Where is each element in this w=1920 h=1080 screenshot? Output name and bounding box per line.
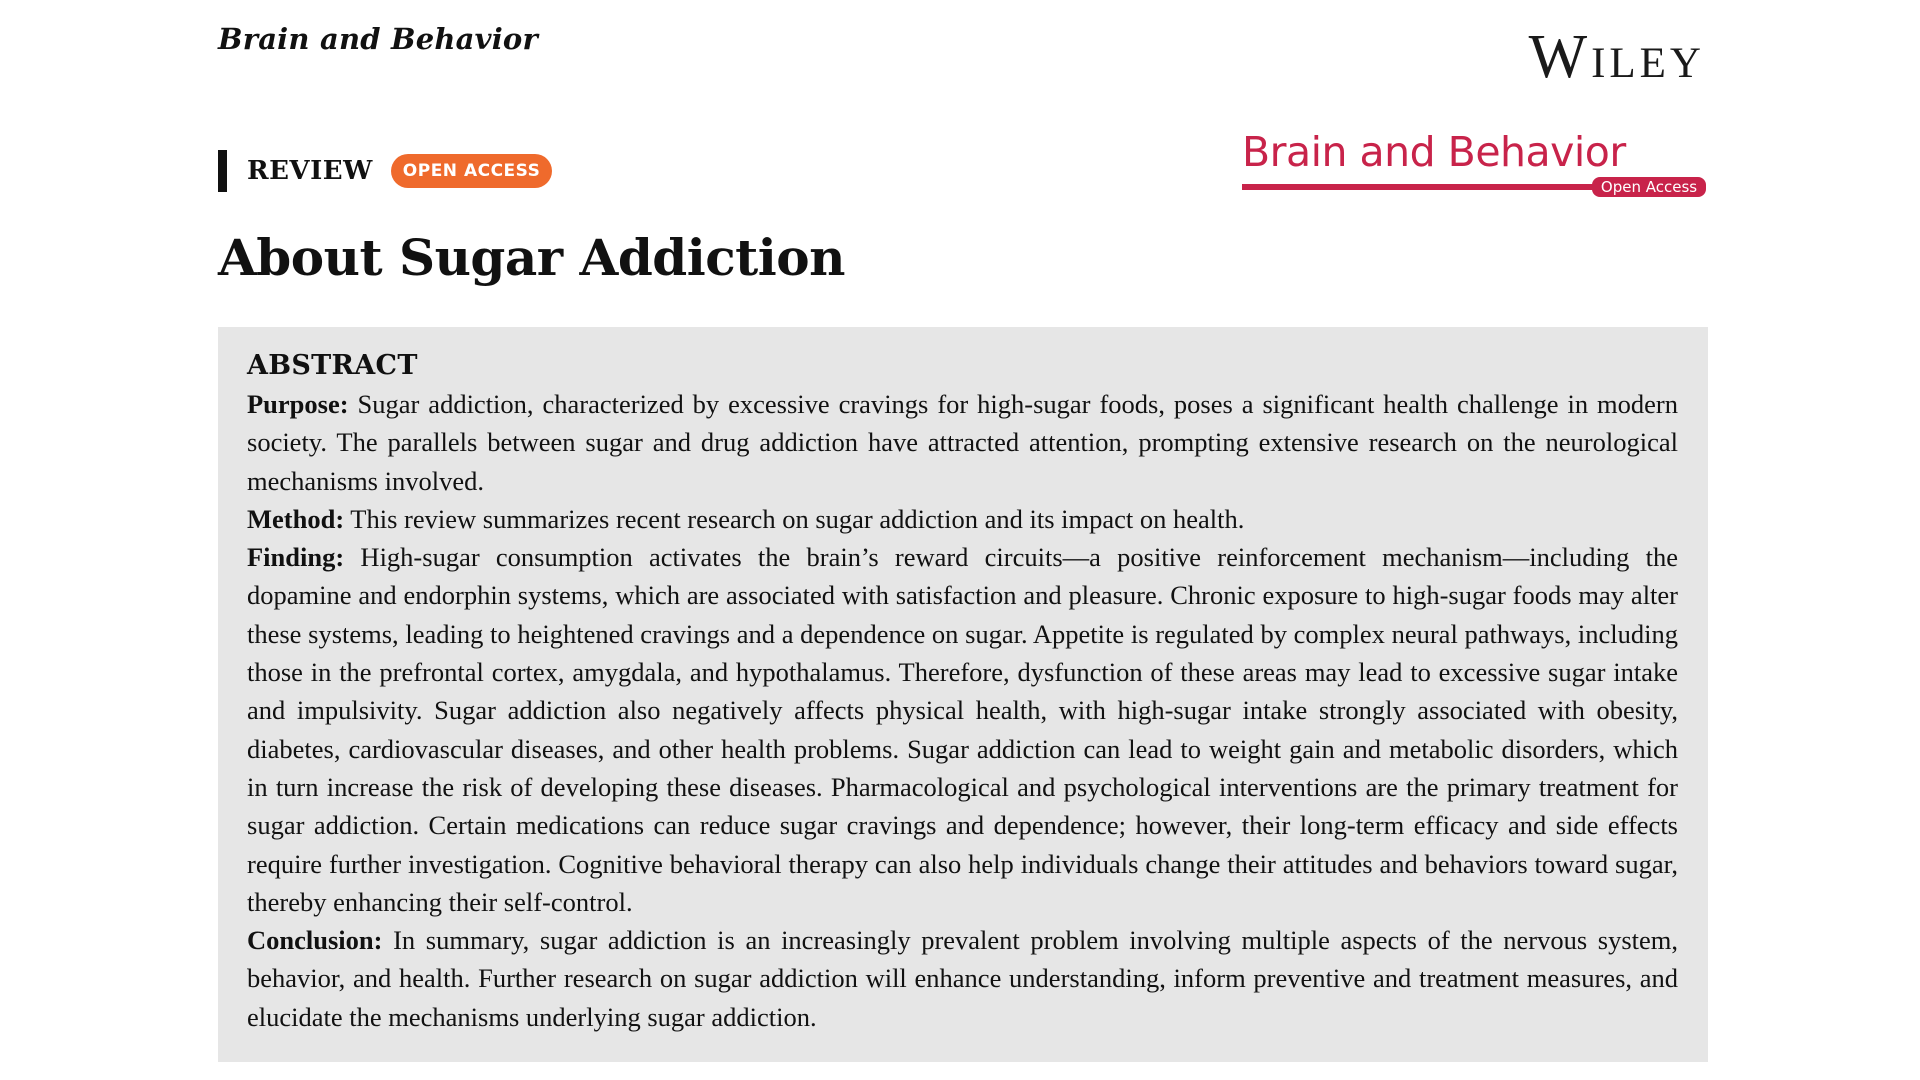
- abstract-conclusion-text: In summary, sugar addiction is an increasingly prevalent problem involving multiple aspects of the nervous system, behavior, and health. Further research on sugar addiction will enhance understanding, inform preventive and treatment measures, and elucidate the mechanisms underlying sugar addiction.: [247, 925, 1678, 1032]
- abstract-finding-label: Finding:: [247, 542, 345, 573]
- article-type-row: [218, 150, 552, 192]
- article-title: About Sugar Addiction: [218, 228, 845, 287]
- article-type-marker: [218, 150, 227, 192]
- abstract-method-text: This review summarizes recent research on sugar addiction and its impact on health.: [344, 503, 1245, 534]
- abstract-purpose-label: Purpose:: [247, 389, 349, 419]
- journal-logo-underline: [1242, 184, 1594, 190]
- abstract-finding: [247, 538, 1678, 921]
- journal-name: Brain and Behavior: [218, 22, 538, 56]
- abstract-purpose: [247, 385, 1678, 500]
- publisher-logo: Wiley: [1528, 23, 1705, 91]
- abstract-method: [247, 500, 1678, 538]
- abstract-heading: ABSTRACT: [247, 350, 418, 381]
- journal-logo-title: Brain and Behavior: [1242, 128, 1626, 176]
- journal-logo: [1242, 128, 1708, 200]
- journal-logo-open-access-badge: Open Access: [1592, 177, 1706, 197]
- abstract-conclusion: [247, 921, 1678, 1036]
- open-access-badge: OPEN ACCESS: [391, 154, 553, 188]
- abstract-finding-text: High-sugar consumption activates the brain’s reward circuits—a positive reinforcement mechanism—including the dopamine and endorphin systems, which are associated with satisfaction and pleasure. Chronic exposure to high-sugar foods may alter these systems, leading to heightened cravings and a dependence on sugar. Appetite is regulated by complex neural pathways, including those in the prefrontal cortex, amygdala, and hypothalamus. Therefore, dysfunction of these areas may lead to excessive sugar intake and impulsivity. Sugar addiction also negatively affects physical health, with high-sugar intake strongly associated with obesity, diabetes, cardiovascular diseases, and other health problems. Sugar addiction can lead to weight gain and metabolic disorders, which in turn increase the risk of developing these diseases. Pharmacological and psychological interventions are the primary treatment for sugar addiction. Certain medications can reduce sugar cravings and dependence; however, their long-term efficacy and side effects require further investigation. Cognitive behavioral therapy can also help individuals change their attitudes and behaviors toward sugar, thereby enhancing their self-control.: [247, 542, 1678, 917]
- abstract-purpose-text: Sugar addiction, characterized by excessive cravings for high-sugar foods, poses a significant health challenge in modern society. The parallels between sugar and drug addiction have attracted attention, prompting extensive research on the neurological mechanisms involved.: [247, 389, 1678, 496]
- abstract-conclusion-label: Conclusion:: [247, 925, 383, 956]
- article-type-label: REVIEW: [247, 156, 373, 186]
- abstract-box: [218, 327, 1708, 1062]
- abstract-method-label: Method:: [247, 503, 345, 534]
